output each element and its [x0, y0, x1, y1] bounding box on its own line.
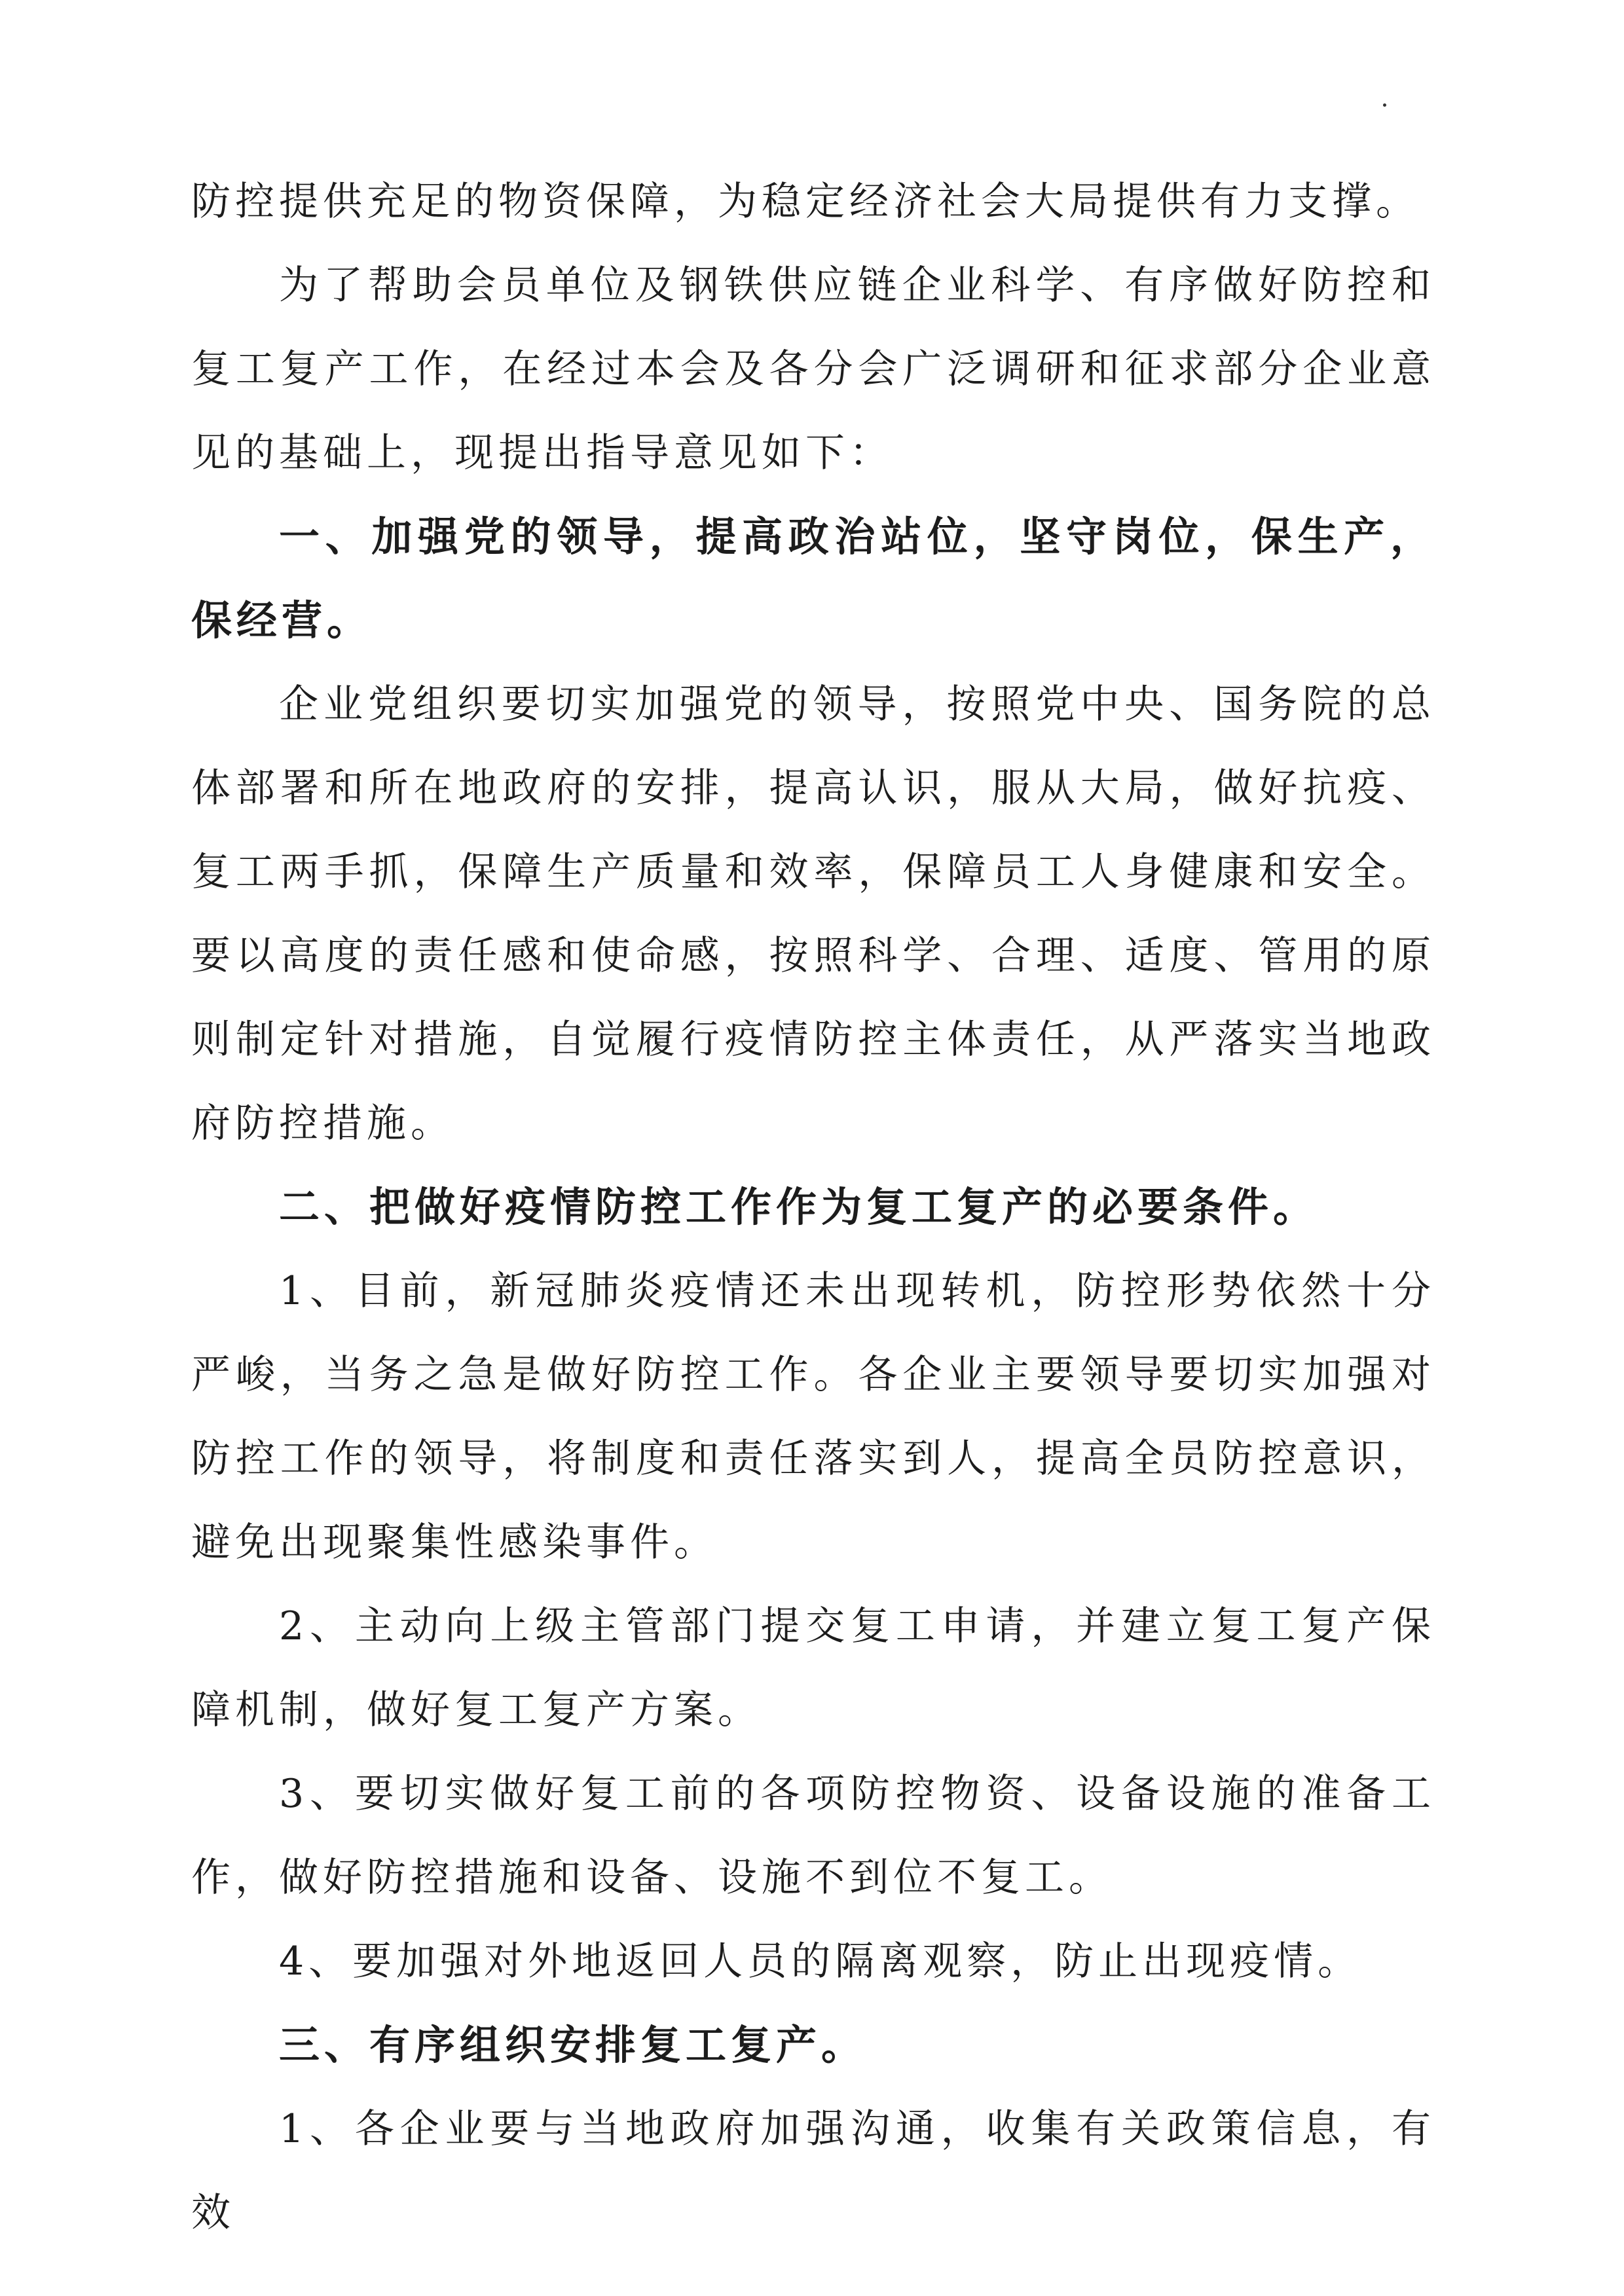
paragraph-continuation: 防控提供充足的物资保障，为稳定经济社会大局提供有力支撑。 — [191, 179, 1420, 225]
paragraph-party-leadership: 企业党组织要切实加强党的领导，按照党中央、国务院的总体部署和所在地政府的安排，提高认识，服从大局，做好抗疫、复工两手抓，保障生产质量和效率，保障员工人身健康和安全。要以高度的责任感和使命感，按照科学、合理、适度、管用的原则制定针对措施，自觉履行疫情防控主体责任，从严落实当地政府防控措施。 — [191, 682, 1435, 1146]
paragraph-item-2-1: 1、目前，新冠肺炎疫情还未出现转机，防控形势依然十分严峻，当务之急是做好防控工作。各企业主要领导要切实加强对防控工作的领导，将制度和责任落实到人，提高全员防控意识，避免出现聚集性感染事件。 — [191, 1268, 1435, 1565]
paragraph-item-2-4: 4、要加强对外地返回人员的隔离观察，防止出现疫情。 — [279, 1939, 1362, 1984]
scan-speck — [1383, 103, 1386, 107]
document-body — [191, 160, 1435, 2255]
section-heading-3: 三、有序组织安排复工复产。 — [279, 2021, 867, 2069]
paragraph-item-2-3: 3、要切实做好复工前的各项防控物资、设备设施的准备工作，做好防控措施和设备、设施不到位不复工。 — [191, 1771, 1435, 1901]
section-heading-2: 二、把做好疫情防控工作作为复工复产的必要条件。 — [279, 1183, 1319, 1231]
paragraph-item-2-2: 2、主动向上级主管部门提交复工申请，并建立复工复产保障机制，做好复工复产方案。 — [191, 1603, 1435, 1733]
paragraph-item-3-1: 1、各企业要与当地政府加强沟通，收集有关政策信息，有效 — [191, 2106, 1435, 2236]
section-heading-1: 一、加强党的领导，提高政治站位，坚守岗位，保生产，保经营。 — [191, 513, 1435, 644]
paragraph-intro: 为了帮助会员单位及钢铁供应链企业科学、有序做好防控和复工复产工作，在经过本会及各分会广泛调研和征求部分企业意见的基础上，现提出指导意见如下： — [191, 263, 1435, 476]
